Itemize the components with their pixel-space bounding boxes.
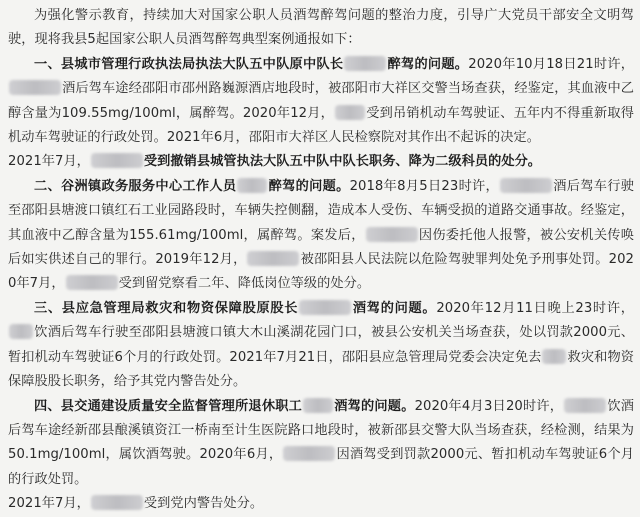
redacted-name bbox=[91, 495, 143, 510]
case-2-footer-b: 受到留党察看二年、降低岗位等级的处分。 bbox=[118, 276, 371, 292]
case-4-paragraph bbox=[8, 395, 634, 493]
redacted-name bbox=[344, 56, 386, 71]
case-1-body-a: 2020年10月18日21时许， bbox=[468, 56, 635, 72]
case-4-footer bbox=[8, 492, 634, 516]
case-2-footer-a: 2020年7月， bbox=[8, 252, 634, 292]
case-1-heading-b: 醉驾的问题。 bbox=[387, 56, 469, 72]
redacted-name bbox=[303, 398, 333, 413]
case-4-footer-b: 受到党内警告处分。 bbox=[143, 496, 264, 512]
case-1-paragraph bbox=[8, 53, 634, 151]
redacted-name bbox=[9, 80, 61, 95]
case-3-paragraph bbox=[8, 297, 634, 395]
redacted-name bbox=[9, 324, 33, 339]
case-1-footer-b: 受到撤销县城管执法大队五中队中队长职务、降为二级科员的处分。 bbox=[143, 154, 542, 170]
case-2-body-b: 酒后驾车行驶至邵阳县塘渡口镇红石工业园路段时，车辆失控侧翻，造成本人受伤、车辆受损的道路交通事故。经鉴定，其血液中乙醇含量为155.61mg/100ml，属醉驾。案发后， bbox=[8, 178, 634, 243]
case-2-paragraph bbox=[8, 175, 634, 297]
case-2-heading-b: 醉驾的问题。 bbox=[268, 178, 350, 194]
case-2-body-d: 被邵阳县人民法院以危险驾驶罪判处免予刑事处罚。 bbox=[300, 252, 609, 268]
redacted-name bbox=[500, 178, 552, 193]
case-1-body-b: 酒后驾车途经邵阳市邵州路巍源酒店地段时，被邵阳市大祥区交警当场查获，经鉴定，其血液中乙醇含量为109.55mg/100ml，属醉驾。2020年12月， bbox=[8, 81, 634, 121]
redacted-name bbox=[283, 446, 335, 461]
case-1-heading-a: 一、县城市管理行政执法局执法大队五中队原中队长 bbox=[34, 56, 344, 72]
case-4-body-b: 饮酒后驾车途经新邵县酿溪镇资江一桥南至计生医院路口地段时，被新邵县交警大队当场查获，经检测，结果为50.1mg/100ml，属饮酒驾驶。2020年6月， bbox=[8, 398, 635, 463]
case-2-heading-a: 二、谷洲镇政务服务中心工作人员 bbox=[34, 178, 237, 194]
case-3-body-a: 2020年12月11日晚上23时许， bbox=[436, 300, 634, 316]
redacted-name bbox=[564, 398, 606, 413]
case-4-footer-a: 2021年7月， bbox=[8, 496, 90, 512]
case-4-heading-a: 四、县交通建设质量安全监督管理所退休职工 bbox=[34, 398, 303, 414]
redacted-name bbox=[247, 251, 299, 266]
case-3-heading-b: 酒驾的问题。 bbox=[352, 300, 437, 316]
case-1-body-c: 受到吊销机动车驾驶证、五年内不得重新取得机动车驾驶证的行政处罚。2021年6月，邵阳市大祥区人民检察院对其作出不起诉的决定。 bbox=[8, 105, 634, 146]
case-4-heading-b: 酒驾的问题。 bbox=[334, 398, 415, 414]
case-4-body-c: 因酒驾受到罚款2000元、暂扣机动车驾驶证6个月的行政处罚。 bbox=[8, 447, 634, 487]
case-1-footer-a: 2021年7月， bbox=[8, 154, 90, 170]
redacted-name bbox=[237, 178, 267, 193]
case-3-body-b: 饮酒后驾车行驶至邵阳县塘渡口镇大木山溪湖花园门口，被县公安机关当场查获，处以罚款2000元、暂扣机动车驾驶证6个月的行政处罚。2021年7月21日，邵阳县应急管理局党委会决定免去 bbox=[8, 325, 634, 365]
redacted-name bbox=[299, 300, 351, 315]
redacted-name bbox=[335, 105, 365, 120]
case-2-body-a: 2018年8月5日23时许， bbox=[349, 178, 500, 194]
case-3-heading-a: 三、县应急管理局救灾和物资保障股原股长 bbox=[34, 300, 299, 316]
intro-paragraph: 为强化警示教育，持续加大对国家公职人员酒驾醉驾问题的整治力度，引导广大党员干部安全文明驾驶，现将我县5起国家公职人员酒驾醉驾典型案例通报如下： bbox=[8, 8, 634, 48]
case-4-body-a: 2020年4月3日20时许， bbox=[414, 398, 564, 414]
case-3-body-c: 救灾和物资保障股股长职务，给予其党内警告处分。 bbox=[8, 349, 634, 390]
case-1-footer bbox=[8, 150, 634, 174]
redacted-name bbox=[366, 227, 418, 242]
case-2-body-c: 因伤委托他人报警，被公安机关传唤后如实供述自己的罪行。2019年12月， bbox=[8, 227, 634, 268]
redacted-name bbox=[91, 153, 143, 168]
redacted-name bbox=[542, 349, 566, 364]
redacted-name bbox=[66, 275, 118, 290]
